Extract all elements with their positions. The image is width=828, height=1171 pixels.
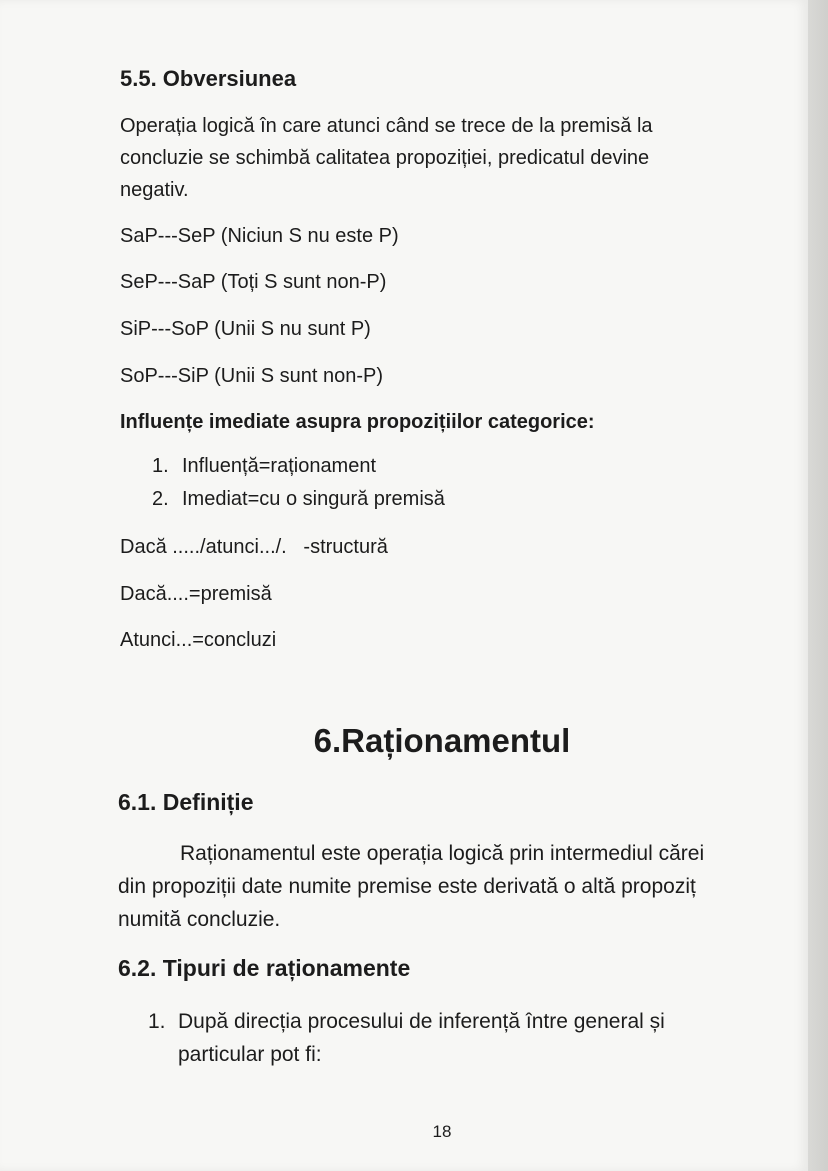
rule-sop-sip: SoP---SiP (Unii S sunt non-P) [120, 365, 384, 387]
chapter-title: 6.Raționamentul [313, 722, 571, 759]
list-text: Influență=raționament [182, 455, 377, 477]
rule-sep-sap: SeP---SaP (Toți S sunt non-P) [120, 271, 387, 293]
premise-line: Dacă....=premisă [120, 583, 272, 605]
page-number: 18 [432, 1122, 452, 1141]
types-list-item [148, 1006, 665, 1038]
rule-sap-sep: SaP---SeP (Niciun S nu este P) [120, 225, 399, 247]
conclusion-line: Atunci...=concluzi [120, 629, 277, 651]
influences-heading: Influențe imediate asupra propozițiilor categorice: [120, 411, 595, 433]
influences-list-item [152, 483, 445, 515]
list-number: 1. [152, 455, 169, 477]
section-heading-tipuri: 6.2. Tipuri de raționamente [118, 955, 411, 981]
page-edge-shadow [808, 0, 828, 1171]
list-number: 1. [148, 1010, 166, 1033]
definition-body-line-2: din propoziții date numite premise este derivată o altă propoziț [118, 875, 696, 898]
list-number: 2. [152, 488, 169, 510]
rule-sip-sop: SiP---SoP (Unii S nu sunt P) [120, 318, 371, 340]
list-text: Imediat=cu o singură premisă [182, 488, 445, 510]
definition-line-3: negativ. [120, 179, 189, 201]
structure-line: Dacă ...../atunci.../. -structură [120, 536, 388, 558]
definition-body-line-3: numită concluzie. [118, 908, 281, 931]
definition-line-1: Operația logică în care atunci când se trece de la premisă la [120, 115, 653, 137]
definition-line-2: concluzie se schimbă calitatea propoziției, predicatul devine [120, 147, 650, 169]
definition-body-line-1: Raționamentul este operația logică prin intermediul cărei [180, 842, 705, 865]
section-heading-definitie: 6.1. Definiție [118, 789, 254, 815]
section-heading-obversiunea: 5.5. Obversiunea [120, 66, 297, 91]
influences-list-item [152, 450, 376, 482]
types-list-continuation: particular pot fi: [178, 1043, 322, 1066]
list-text: După direcția procesului de inferență între general și [178, 1010, 665, 1033]
